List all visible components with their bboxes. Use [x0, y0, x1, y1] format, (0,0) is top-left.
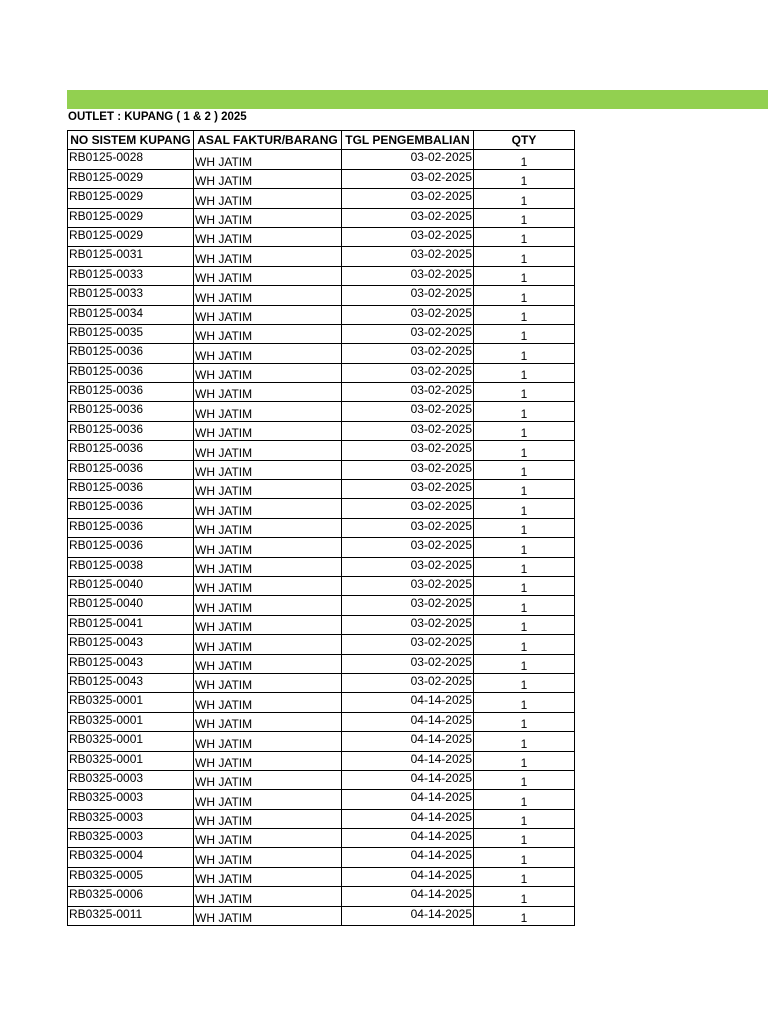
cell-asal-faktur: WH JATIM [194, 441, 342, 460]
cell-tgl-pengembalian: 03-02-2025 [342, 324, 474, 343]
cell-asal-faktur: WH JATIM [194, 712, 342, 731]
cell-qty: 1 [474, 867, 575, 886]
table-row [68, 247, 575, 266]
cell-asal-faktur: WH JATIM [194, 848, 342, 867]
cell-tgl-pengembalian: 03-02-2025 [342, 305, 474, 324]
cell-qty: 1 [474, 809, 575, 828]
cell-qty: 1 [474, 247, 575, 266]
cell-no-sistem: RB0125-0033 [68, 286, 194, 305]
cell-no-sistem: RB0125-0036 [68, 402, 194, 421]
table-row [68, 673, 575, 692]
table-body [68, 150, 575, 926]
cell-tgl-pengembalian: 04-14-2025 [342, 887, 474, 906]
cell-asal-faktur: WH JATIM [194, 635, 342, 654]
cell-no-sistem: RB0125-0029 [68, 189, 194, 208]
table-row [68, 829, 575, 848]
cell-qty: 1 [474, 421, 575, 440]
cell-no-sistem: RB0125-0043 [68, 654, 194, 673]
cell-qty: 1 [474, 693, 575, 712]
cell-tgl-pengembalian: 04-14-2025 [342, 809, 474, 828]
cell-qty: 1 [474, 441, 575, 460]
table-row [68, 615, 575, 634]
cell-qty: 1 [474, 344, 575, 363]
cell-qty: 1 [474, 712, 575, 731]
cell-no-sistem: RB0125-0036 [68, 383, 194, 402]
cell-no-sistem: RB0125-0028 [68, 150, 194, 169]
cell-tgl-pengembalian: 03-02-2025 [342, 460, 474, 479]
table-row [68, 557, 575, 576]
cell-asal-faktur: WH JATIM [194, 557, 342, 576]
cell-qty: 1 [474, 751, 575, 770]
table-row [68, 790, 575, 809]
table-row [68, 421, 575, 440]
cell-qty: 1 [474, 324, 575, 343]
cell-tgl-pengembalian: 03-02-2025 [342, 518, 474, 537]
cell-qty: 1 [474, 790, 575, 809]
cell-qty: 1 [474, 673, 575, 692]
cell-asal-faktur: WH JATIM [194, 460, 342, 479]
cell-tgl-pengembalian: 04-14-2025 [342, 829, 474, 848]
cell-asal-faktur: WH JATIM [194, 363, 342, 382]
cell-tgl-pengembalian: 03-02-2025 [342, 247, 474, 266]
cell-no-sistem: RB0325-0005 [68, 867, 194, 886]
cell-tgl-pengembalian: 03-02-2025 [342, 441, 474, 460]
table-row [68, 906, 575, 925]
table-row [68, 150, 575, 169]
cell-asal-faktur: WH JATIM [194, 538, 342, 557]
cell-tgl-pengembalian: 03-02-2025 [342, 208, 474, 227]
table-row [68, 867, 575, 886]
cell-no-sistem: RB0125-0036 [68, 344, 194, 363]
cell-qty: 1 [474, 538, 575, 557]
cell-tgl-pengembalian: 04-14-2025 [342, 732, 474, 751]
table-row [68, 324, 575, 343]
cell-qty: 1 [474, 383, 575, 402]
cell-no-sistem: RB0325-0001 [68, 751, 194, 770]
cell-tgl-pengembalian: 03-02-2025 [342, 654, 474, 673]
cell-no-sistem: RB0125-0029 [68, 208, 194, 227]
cell-no-sistem: RB0325-0003 [68, 809, 194, 828]
cell-asal-faktur: WH JATIM [194, 305, 342, 324]
cell-tgl-pengembalian: 04-14-2025 [342, 790, 474, 809]
cell-no-sistem: RB0125-0036 [68, 518, 194, 537]
table-row [68, 286, 575, 305]
cell-no-sistem: RB0325-0004 [68, 848, 194, 867]
cell-asal-faktur: WH JATIM [194, 383, 342, 402]
table-row [68, 460, 575, 479]
cell-asal-faktur: WH JATIM [194, 887, 342, 906]
cell-asal-faktur: WH JATIM [194, 324, 342, 343]
cell-no-sistem: RB0125-0036 [68, 538, 194, 557]
cell-asal-faktur: WH JATIM [194, 266, 342, 285]
cell-asal-faktur: WH JATIM [194, 227, 342, 246]
cell-asal-faktur: WH JATIM [194, 654, 342, 673]
cell-asal-faktur: WH JATIM [194, 150, 342, 169]
cell-tgl-pengembalian: 03-02-2025 [342, 402, 474, 421]
cell-asal-faktur: WH JATIM [194, 829, 342, 848]
cell-asal-faktur: WH JATIM [194, 693, 342, 712]
cell-tgl-pengembalian: 04-14-2025 [342, 751, 474, 770]
cell-tgl-pengembalian: 04-14-2025 [342, 848, 474, 867]
cell-no-sistem: RB0125-0031 [68, 247, 194, 266]
table-row [68, 169, 575, 188]
cell-tgl-pengembalian: 03-02-2025 [342, 227, 474, 246]
cell-no-sistem: RB0125-0034 [68, 305, 194, 324]
cell-qty: 1 [474, 189, 575, 208]
cell-asal-faktur: WH JATIM [194, 673, 342, 692]
table-row [68, 305, 575, 324]
cell-asal-faktur: WH JATIM [194, 790, 342, 809]
cell-qty: 1 [474, 576, 575, 595]
table-row [68, 848, 575, 867]
cell-qty: 1 [474, 635, 575, 654]
table-row [68, 538, 575, 557]
cell-asal-faktur: WH JATIM [194, 576, 342, 595]
table-row [68, 635, 575, 654]
cell-tgl-pengembalian: 04-14-2025 [342, 770, 474, 789]
cell-qty: 1 [474, 266, 575, 285]
cell-asal-faktur: WH JATIM [194, 402, 342, 421]
cell-asal-faktur: WH JATIM [194, 286, 342, 305]
cell-no-sistem: RB0125-0038 [68, 557, 194, 576]
table-row [68, 499, 575, 518]
cell-asal-faktur: WH JATIM [194, 208, 342, 227]
table-row [68, 266, 575, 285]
cell-qty: 1 [474, 829, 575, 848]
cell-asal-faktur: WH JATIM [194, 615, 342, 634]
cell-no-sistem: RB0125-0029 [68, 227, 194, 246]
cell-tgl-pengembalian: 03-02-2025 [342, 557, 474, 576]
cell-tgl-pengembalian: 03-02-2025 [342, 169, 474, 188]
cell-qty: 1 [474, 557, 575, 576]
cell-asal-faktur: WH JATIM [194, 906, 342, 925]
cell-asal-faktur: WH JATIM [194, 421, 342, 440]
table-row [68, 732, 575, 751]
cell-asal-faktur: WH JATIM [194, 169, 342, 188]
table-row [68, 441, 575, 460]
cell-no-sistem: RB0325-0003 [68, 790, 194, 809]
cell-tgl-pengembalian: 03-02-2025 [342, 286, 474, 305]
cell-qty: 1 [474, 150, 575, 169]
cell-no-sistem: RB0125-0035 [68, 324, 194, 343]
cell-qty: 1 [474, 615, 575, 634]
cell-qty: 1 [474, 363, 575, 382]
cell-no-sistem: RB0325-0001 [68, 693, 194, 712]
cell-tgl-pengembalian: 03-02-2025 [342, 538, 474, 557]
table-row [68, 596, 575, 615]
table-row [68, 576, 575, 595]
cell-tgl-pengembalian: 03-02-2025 [342, 421, 474, 440]
cell-tgl-pengembalian: 03-02-2025 [342, 363, 474, 382]
cell-no-sistem: RB0125-0036 [68, 363, 194, 382]
cell-no-sistem: RB0325-0001 [68, 712, 194, 731]
cell-tgl-pengembalian: 03-02-2025 [342, 480, 474, 499]
cell-asal-faktur: WH JATIM [194, 499, 342, 518]
cell-tgl-pengembalian: 04-14-2025 [342, 712, 474, 731]
cell-tgl-pengembalian: 03-02-2025 [342, 576, 474, 595]
cell-asal-faktur: WH JATIM [194, 189, 342, 208]
cell-qty: 1 [474, 169, 575, 188]
cell-tgl-pengembalian: 03-02-2025 [342, 673, 474, 692]
cell-no-sistem: RB0125-0036 [68, 499, 194, 518]
cell-qty: 1 [474, 732, 575, 751]
cell-asal-faktur: WH JATIM [194, 518, 342, 537]
cell-no-sistem: RB0125-0041 [68, 615, 194, 634]
cell-no-sistem: RB0125-0036 [68, 421, 194, 440]
table-row [68, 363, 575, 382]
cell-qty: 1 [474, 227, 575, 246]
table-header-row [68, 131, 575, 150]
cell-no-sistem: RB0125-0040 [68, 596, 194, 615]
cell-asal-faktur: WH JATIM [194, 809, 342, 828]
cell-asal-faktur: WH JATIM [194, 751, 342, 770]
column-header-tgl-pengembalian: TGL PENGEMBALIAN [342, 131, 474, 150]
table-row [68, 887, 575, 906]
cell-no-sistem: RB0325-0006 [68, 887, 194, 906]
cell-no-sistem: RB0325-0011 [68, 906, 194, 925]
cell-qty: 1 [474, 770, 575, 789]
cell-asal-faktur: WH JATIM [194, 596, 342, 615]
cell-qty: 1 [474, 402, 575, 421]
cell-no-sistem: RB0325-0003 [68, 770, 194, 789]
table-row [68, 518, 575, 537]
cell-tgl-pengembalian: 03-02-2025 [342, 266, 474, 285]
cell-qty: 1 [474, 480, 575, 499]
cell-qty: 1 [474, 518, 575, 537]
cell-asal-faktur: WH JATIM [194, 732, 342, 751]
table-row [68, 189, 575, 208]
cell-qty: 1 [474, 887, 575, 906]
table-row [68, 344, 575, 363]
cell-tgl-pengembalian: 03-02-2025 [342, 344, 474, 363]
cell-asal-faktur: WH JATIM [194, 867, 342, 886]
cell-tgl-pengembalian: 04-14-2025 [342, 906, 474, 925]
cell-tgl-pengembalian: 04-14-2025 [342, 867, 474, 886]
table-row [68, 751, 575, 770]
cell-tgl-pengembalian: 03-02-2025 [342, 596, 474, 615]
cell-qty: 1 [474, 848, 575, 867]
table-row [68, 654, 575, 673]
cell-tgl-pengembalian: 03-02-2025 [342, 383, 474, 402]
table-row [68, 809, 575, 828]
cell-qty: 1 [474, 654, 575, 673]
column-header-qty: QTY [474, 131, 575, 150]
cell-tgl-pengembalian: 03-02-2025 [342, 189, 474, 208]
cell-no-sistem: RB0125-0043 [68, 673, 194, 692]
cell-qty: 1 [474, 460, 575, 479]
cell-no-sistem: RB0125-0029 [68, 169, 194, 188]
table-row [68, 227, 575, 246]
table-row [68, 402, 575, 421]
cell-tgl-pengembalian: 03-02-2025 [342, 635, 474, 654]
column-header-asal-faktur: ASAL FAKTUR/BARANG [194, 131, 342, 150]
cell-no-sistem: RB0125-0040 [68, 576, 194, 595]
column-header-no-sistem: NO SISTEM KUPANG [68, 131, 194, 150]
returns-table [67, 130, 575, 926]
cell-tgl-pengembalian: 04-14-2025 [342, 693, 474, 712]
cell-qty: 1 [474, 906, 575, 925]
cell-asal-faktur: WH JATIM [194, 480, 342, 499]
cell-no-sistem: RB0125-0043 [68, 635, 194, 654]
cell-qty: 1 [474, 305, 575, 324]
table-row [68, 383, 575, 402]
table-row [68, 480, 575, 499]
table-row [68, 208, 575, 227]
cell-asal-faktur: WH JATIM [194, 770, 342, 789]
table-row [68, 693, 575, 712]
cell-qty: 1 [474, 208, 575, 227]
cell-tgl-pengembalian: 03-02-2025 [342, 499, 474, 518]
cell-no-sistem: RB0325-0001 [68, 732, 194, 751]
cell-no-sistem: RB0125-0036 [68, 460, 194, 479]
cell-no-sistem: RB0325-0003 [68, 829, 194, 848]
cell-no-sistem: RB0125-0036 [68, 441, 194, 460]
cell-no-sistem: RB0125-0033 [68, 266, 194, 285]
cell-asal-faktur: WH JATIM [194, 247, 342, 266]
cell-qty: 1 [474, 499, 575, 518]
cell-no-sistem: RB0125-0036 [68, 480, 194, 499]
table-row [68, 770, 575, 789]
outlet-title: OUTLET : KUPANG ( 1 & 2 ) 2025 [68, 111, 247, 123]
cell-tgl-pengembalian: 03-02-2025 [342, 150, 474, 169]
cell-asal-faktur: WH JATIM [194, 344, 342, 363]
header-color-bar [67, 90, 768, 109]
cell-qty: 1 [474, 596, 575, 615]
cell-qty: 1 [474, 286, 575, 305]
table-row [68, 712, 575, 731]
cell-tgl-pengembalian: 03-02-2025 [342, 615, 474, 634]
